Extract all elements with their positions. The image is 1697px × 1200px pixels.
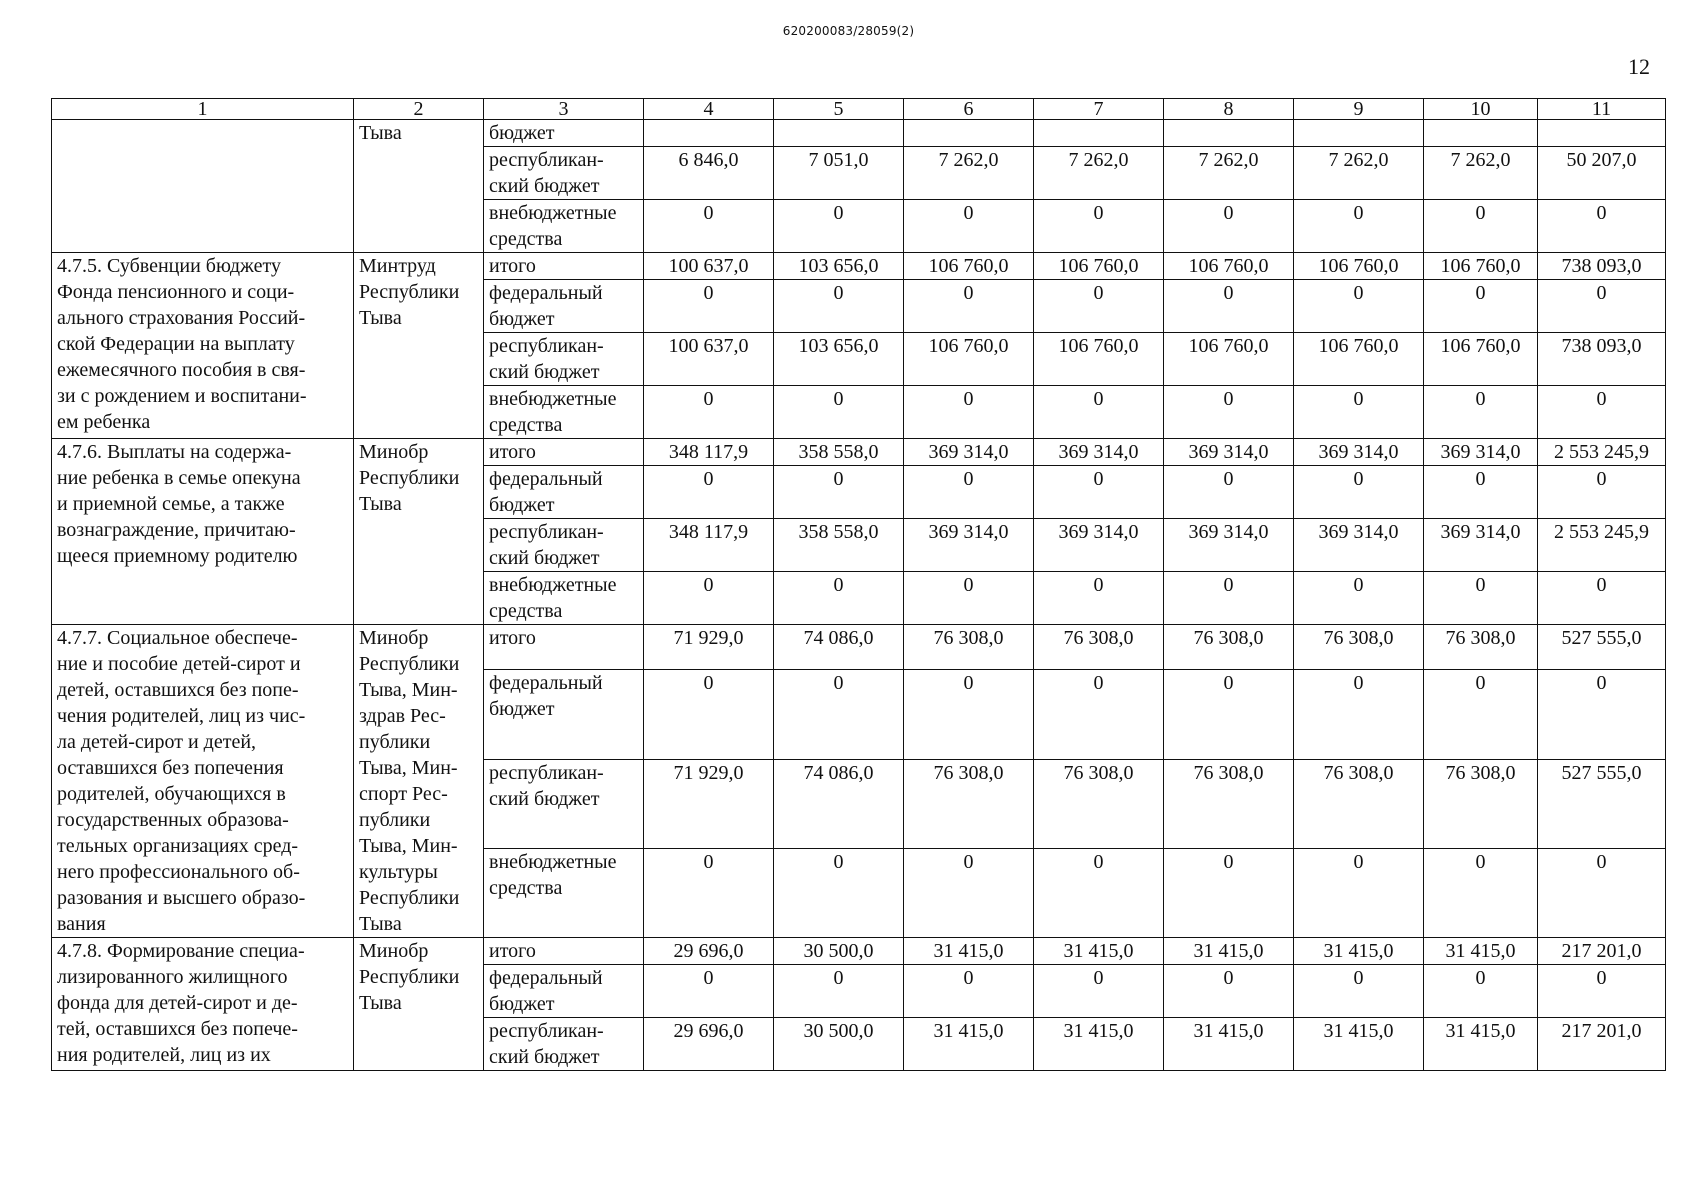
- responsible-executor: Минобр Республики Тыва: [354, 938, 484, 1071]
- amount-col-10: 0: [1424, 386, 1538, 439]
- amount-col-9: 0: [1294, 466, 1424, 519]
- funding-source: внебюджетные средства: [484, 386, 644, 439]
- amount-col-6: 0: [904, 572, 1034, 625]
- amount-col-6: 31 415,0: [904, 938, 1034, 965]
- amount-col-5: 0: [774, 572, 904, 625]
- amount-col-8: 0: [1164, 572, 1294, 625]
- amount-col-4: 0: [644, 466, 774, 519]
- column-header-5: 5: [774, 99, 904, 120]
- amount-col-4: 0: [644, 670, 774, 759]
- amount-col-8: 369 314,0: [1164, 519, 1294, 572]
- amount-col-9: 0: [1294, 280, 1424, 333]
- amount-col-5: 103 656,0: [774, 333, 904, 386]
- amount-col-11: 2 553 245,9: [1538, 519, 1666, 572]
- amount-col-7: [1034, 120, 1164, 147]
- amount-col-4: 348 117,9: [644, 519, 774, 572]
- amount-col-4: 29 696,0: [644, 938, 774, 965]
- amount-col-9: [1294, 120, 1424, 147]
- amount-col-10: 0: [1424, 572, 1538, 625]
- amount-col-11: 738 093,0: [1538, 253, 1666, 280]
- amount-col-9: 0: [1294, 386, 1424, 439]
- amount-col-10: [1424, 120, 1538, 147]
- amount-col-8: 0: [1164, 200, 1294, 253]
- amount-col-7: 0: [1034, 670, 1164, 759]
- amount-col-6: 369 314,0: [904, 439, 1034, 466]
- amount-col-8: 76 308,0: [1164, 625, 1294, 670]
- funding-source: федеральный бюджет: [484, 280, 644, 333]
- amount-col-11: 0: [1538, 386, 1666, 439]
- amount-col-11: [1538, 120, 1666, 147]
- amount-col-11: 50 207,0: [1538, 147, 1666, 200]
- amount-col-10: 31 415,0: [1424, 1018, 1538, 1071]
- amount-col-8: 76 308,0: [1164, 759, 1294, 848]
- column-header-11: 11: [1538, 99, 1666, 120]
- amount-col-11: 0: [1538, 200, 1666, 253]
- amount-col-9: 76 308,0: [1294, 625, 1424, 670]
- column-header-6: 6: [904, 99, 1034, 120]
- amount-col-10: 76 308,0: [1424, 625, 1538, 670]
- amount-col-10: 0: [1424, 848, 1538, 937]
- amount-col-10: 76 308,0: [1424, 759, 1538, 848]
- amount-col-7: 76 308,0: [1034, 759, 1164, 848]
- funding-source: итого: [484, 253, 644, 280]
- amount-col-11: 0: [1538, 280, 1666, 333]
- funding-source: республикан- ский бюджет: [484, 1018, 644, 1071]
- amount-col-7: 0: [1034, 965, 1164, 1018]
- responsible-executor: Тыва: [354, 120, 484, 253]
- amount-col-7: 76 308,0: [1034, 625, 1164, 670]
- amount-col-6: 369 314,0: [904, 519, 1034, 572]
- amount-col-10: 0: [1424, 466, 1538, 519]
- amount-col-6: 7 262,0: [904, 147, 1034, 200]
- amount-col-8: 31 415,0: [1164, 1018, 1294, 1071]
- amount-col-4: 348 117,9: [644, 439, 774, 466]
- amount-col-10: 106 760,0: [1424, 253, 1538, 280]
- amount-col-4: 100 637,0: [644, 253, 774, 280]
- amount-col-8: [1164, 120, 1294, 147]
- amount-col-10: 369 314,0: [1424, 519, 1538, 572]
- funding-source: внебюджетные средства: [484, 200, 644, 253]
- table-row: [52, 439, 1666, 466]
- amount-col-4: 0: [644, 280, 774, 333]
- column-header-1: 1: [52, 99, 354, 120]
- amount-col-11: 0: [1538, 670, 1666, 759]
- funding-source: бюджет: [484, 120, 644, 147]
- amount-col-11: 527 555,0: [1538, 625, 1666, 670]
- amount-col-6: [904, 120, 1034, 147]
- amount-col-7: 106 760,0: [1034, 253, 1164, 280]
- amount-col-6: 0: [904, 280, 1034, 333]
- column-header-7: 7: [1034, 99, 1164, 120]
- amount-col-10: 0: [1424, 965, 1538, 1018]
- amount-col-11: 2 553 245,9: [1538, 439, 1666, 466]
- amount-col-4: 71 929,0: [644, 625, 774, 670]
- funding-source: республикан- ский бюджет: [484, 759, 644, 848]
- amount-col-6: 76 308,0: [904, 625, 1034, 670]
- amount-col-5: 0: [774, 280, 904, 333]
- column-header-3: 3: [484, 99, 644, 120]
- amount-col-5: [774, 120, 904, 147]
- amount-col-8: 0: [1164, 280, 1294, 333]
- table-row: [52, 120, 1666, 147]
- amount-col-5: 0: [774, 965, 904, 1018]
- budget-table-container: [51, 98, 1666, 1071]
- amount-col-4: 6 846,0: [644, 147, 774, 200]
- amount-col-9: 0: [1294, 572, 1424, 625]
- amount-col-8: 369 314,0: [1164, 439, 1294, 466]
- amount-col-5: 103 656,0: [774, 253, 904, 280]
- column-header-2: 2: [354, 99, 484, 120]
- amount-col-5: 0: [774, 848, 904, 937]
- amount-col-7: 369 314,0: [1034, 519, 1164, 572]
- amount-col-6: 0: [904, 848, 1034, 937]
- amount-col-11: 0: [1538, 965, 1666, 1018]
- measure-description: 4.7.8. Формирование специа- лизированного жилищного фонда для детей-сирот и де- тей, оставшихся без попече- ния родителей, лиц из их: [52, 938, 354, 1071]
- amount-col-7: 0: [1034, 466, 1164, 519]
- amount-col-8: 0: [1164, 670, 1294, 759]
- amount-col-6: 31 415,0: [904, 1018, 1034, 1071]
- amount-col-5: 358 558,0: [774, 439, 904, 466]
- page-number: 12: [1628, 54, 1650, 79]
- amount-col-4: 29 696,0: [644, 1018, 774, 1071]
- amount-col-8: 31 415,0: [1164, 938, 1294, 965]
- amount-col-5: 7 051,0: [774, 147, 904, 200]
- amount-col-10: 7 262,0: [1424, 147, 1538, 200]
- header-row: [52, 99, 1666, 120]
- amount-col-8: 7 262,0: [1164, 147, 1294, 200]
- amount-col-8: 106 760,0: [1164, 333, 1294, 386]
- amount-col-7: 0: [1034, 848, 1164, 937]
- amount-col-11: 738 093,0: [1538, 333, 1666, 386]
- amount-col-4: 0: [644, 572, 774, 625]
- amount-col-4: 0: [644, 848, 774, 937]
- amount-col-9: 369 314,0: [1294, 439, 1424, 466]
- amount-col-5: 30 500,0: [774, 1018, 904, 1071]
- amount-col-11: 0: [1538, 466, 1666, 519]
- responsible-executor: Минобр Республики Тыва: [354, 439, 484, 625]
- amount-col-9: 106 760,0: [1294, 253, 1424, 280]
- amount-col-7: 0: [1034, 200, 1164, 253]
- amount-col-10: 0: [1424, 280, 1538, 333]
- amount-col-8: 0: [1164, 386, 1294, 439]
- amount-col-6: 0: [904, 386, 1034, 439]
- amount-col-9: 0: [1294, 848, 1424, 937]
- amount-col-11: 0: [1538, 572, 1666, 625]
- amount-col-8: 106 760,0: [1164, 253, 1294, 280]
- amount-col-4: 0: [644, 965, 774, 1018]
- amount-col-5: 0: [774, 670, 904, 759]
- amount-col-10: 0: [1424, 200, 1538, 253]
- amount-col-11: 217 201,0: [1538, 1018, 1666, 1071]
- amount-col-6: 0: [904, 670, 1034, 759]
- amount-col-6: 0: [904, 200, 1034, 253]
- amount-col-6: 0: [904, 466, 1034, 519]
- measure-description: 4.7.7. Социальное обеспече- ние и пособие детей-сирот и детей, оставшихся без попе- чения родителей, лиц из чис- ла детей-сирот и детей, оставшихся без попечения родителей, обучающихся в государственных образова- тельных организациях сред- него профессионального об- разования и высшего образо- вания: [52, 625, 354, 938]
- amount-col-5: 0: [774, 466, 904, 519]
- funding-source: итого: [484, 625, 644, 670]
- measure-description: [52, 120, 354, 253]
- amount-col-7: 0: [1034, 572, 1164, 625]
- funding-source: федеральный бюджет: [484, 466, 644, 519]
- amount-col-7: 106 760,0: [1034, 333, 1164, 386]
- budget-table: [51, 98, 1666, 1071]
- amount-col-4: [644, 120, 774, 147]
- amount-col-6: 106 760,0: [904, 333, 1034, 386]
- amount-col-6: 106 760,0: [904, 253, 1034, 280]
- amount-col-9: 0: [1294, 965, 1424, 1018]
- measure-description: 4.7.5. Субвенции бюджету Фонда пенсионного и соци- ального страхования Россий- ской Федерации на выплату ежемесячного пособия в свя- зи с рождением и воспитани- ем ребенка: [52, 253, 354, 439]
- amount-col-4: 0: [644, 200, 774, 253]
- responsible-executor: Минобр Республики Тыва, Мин- здрав Рес- публики Тыва, Мин- спорт Рес- публики Тыва, Мин- культуры Республики Тыва: [354, 625, 484, 938]
- amount-col-11: 527 555,0: [1538, 759, 1666, 848]
- amount-col-8: 0: [1164, 965, 1294, 1018]
- funding-source: республикан- ский бюджет: [484, 147, 644, 200]
- funding-source: республикан- ский бюджет: [484, 333, 644, 386]
- funding-source: федеральный бюджет: [484, 670, 644, 759]
- amount-col-9: 0: [1294, 670, 1424, 759]
- amount-col-9: 31 415,0: [1294, 938, 1424, 965]
- amount-col-5: 74 086,0: [774, 759, 904, 848]
- column-header-9: 9: [1294, 99, 1424, 120]
- amount-col-7: 7 262,0: [1034, 147, 1164, 200]
- amount-col-6: 0: [904, 965, 1034, 1018]
- amount-col-5: 358 558,0: [774, 519, 904, 572]
- amount-col-7: 31 415,0: [1034, 1018, 1164, 1071]
- amount-col-7: 0: [1034, 280, 1164, 333]
- amount-col-8: 0: [1164, 466, 1294, 519]
- funding-source: внебюджетные средства: [484, 848, 644, 937]
- amount-col-6: 76 308,0: [904, 759, 1034, 848]
- table-row: [52, 625, 1666, 670]
- funding-source: внебюджетные средства: [484, 572, 644, 625]
- funding-source: итого: [484, 439, 644, 466]
- amount-col-9: 7 262,0: [1294, 147, 1424, 200]
- funding-source: итого: [484, 938, 644, 965]
- amount-col-10: 106 760,0: [1424, 333, 1538, 386]
- amount-col-9: 106 760,0: [1294, 333, 1424, 386]
- amount-col-10: 31 415,0: [1424, 938, 1538, 965]
- amount-col-4: 0: [644, 386, 774, 439]
- amount-col-4: 71 929,0: [644, 759, 774, 848]
- measure-description: 4.7.6. Выплаты на содержа- ние ребенка в семье опекуна и приемной семье, а также вознаграждение, причитаю- щееся приемному родителю: [52, 439, 354, 625]
- column-header-8: 8: [1164, 99, 1294, 120]
- amount-col-9: 76 308,0: [1294, 759, 1424, 848]
- amount-col-4: 100 637,0: [644, 333, 774, 386]
- amount-col-9: 369 314,0: [1294, 519, 1424, 572]
- amount-col-7: 31 415,0: [1034, 938, 1164, 965]
- amount-col-5: 30 500,0: [774, 938, 904, 965]
- amount-col-5: 74 086,0: [774, 625, 904, 670]
- funding-source: федеральный бюджет: [484, 965, 644, 1018]
- amount-col-9: 0: [1294, 200, 1424, 253]
- amount-col-8: 0: [1164, 848, 1294, 937]
- funding-source: республикан- ский бюджет: [484, 519, 644, 572]
- amount-col-5: 0: [774, 200, 904, 253]
- amount-col-11: 217 201,0: [1538, 938, 1666, 965]
- amount-col-11: 0: [1538, 848, 1666, 937]
- table-row: [52, 938, 1666, 965]
- column-header-4: 4: [644, 99, 774, 120]
- amount-col-10: 369 314,0: [1424, 439, 1538, 466]
- column-header-10: 10: [1424, 99, 1538, 120]
- amount-col-10: 0: [1424, 670, 1538, 759]
- budget-table-body: [52, 99, 1666, 1071]
- table-row: [52, 253, 1666, 280]
- amount-col-7: 369 314,0: [1034, 439, 1164, 466]
- responsible-executor: Минтруд Республики Тыва: [354, 253, 484, 439]
- amount-col-7: 0: [1034, 386, 1164, 439]
- document-id: 620200083/28059(2): [782, 24, 915, 38]
- amount-col-9: 31 415,0: [1294, 1018, 1424, 1071]
- amount-col-5: 0: [774, 386, 904, 439]
